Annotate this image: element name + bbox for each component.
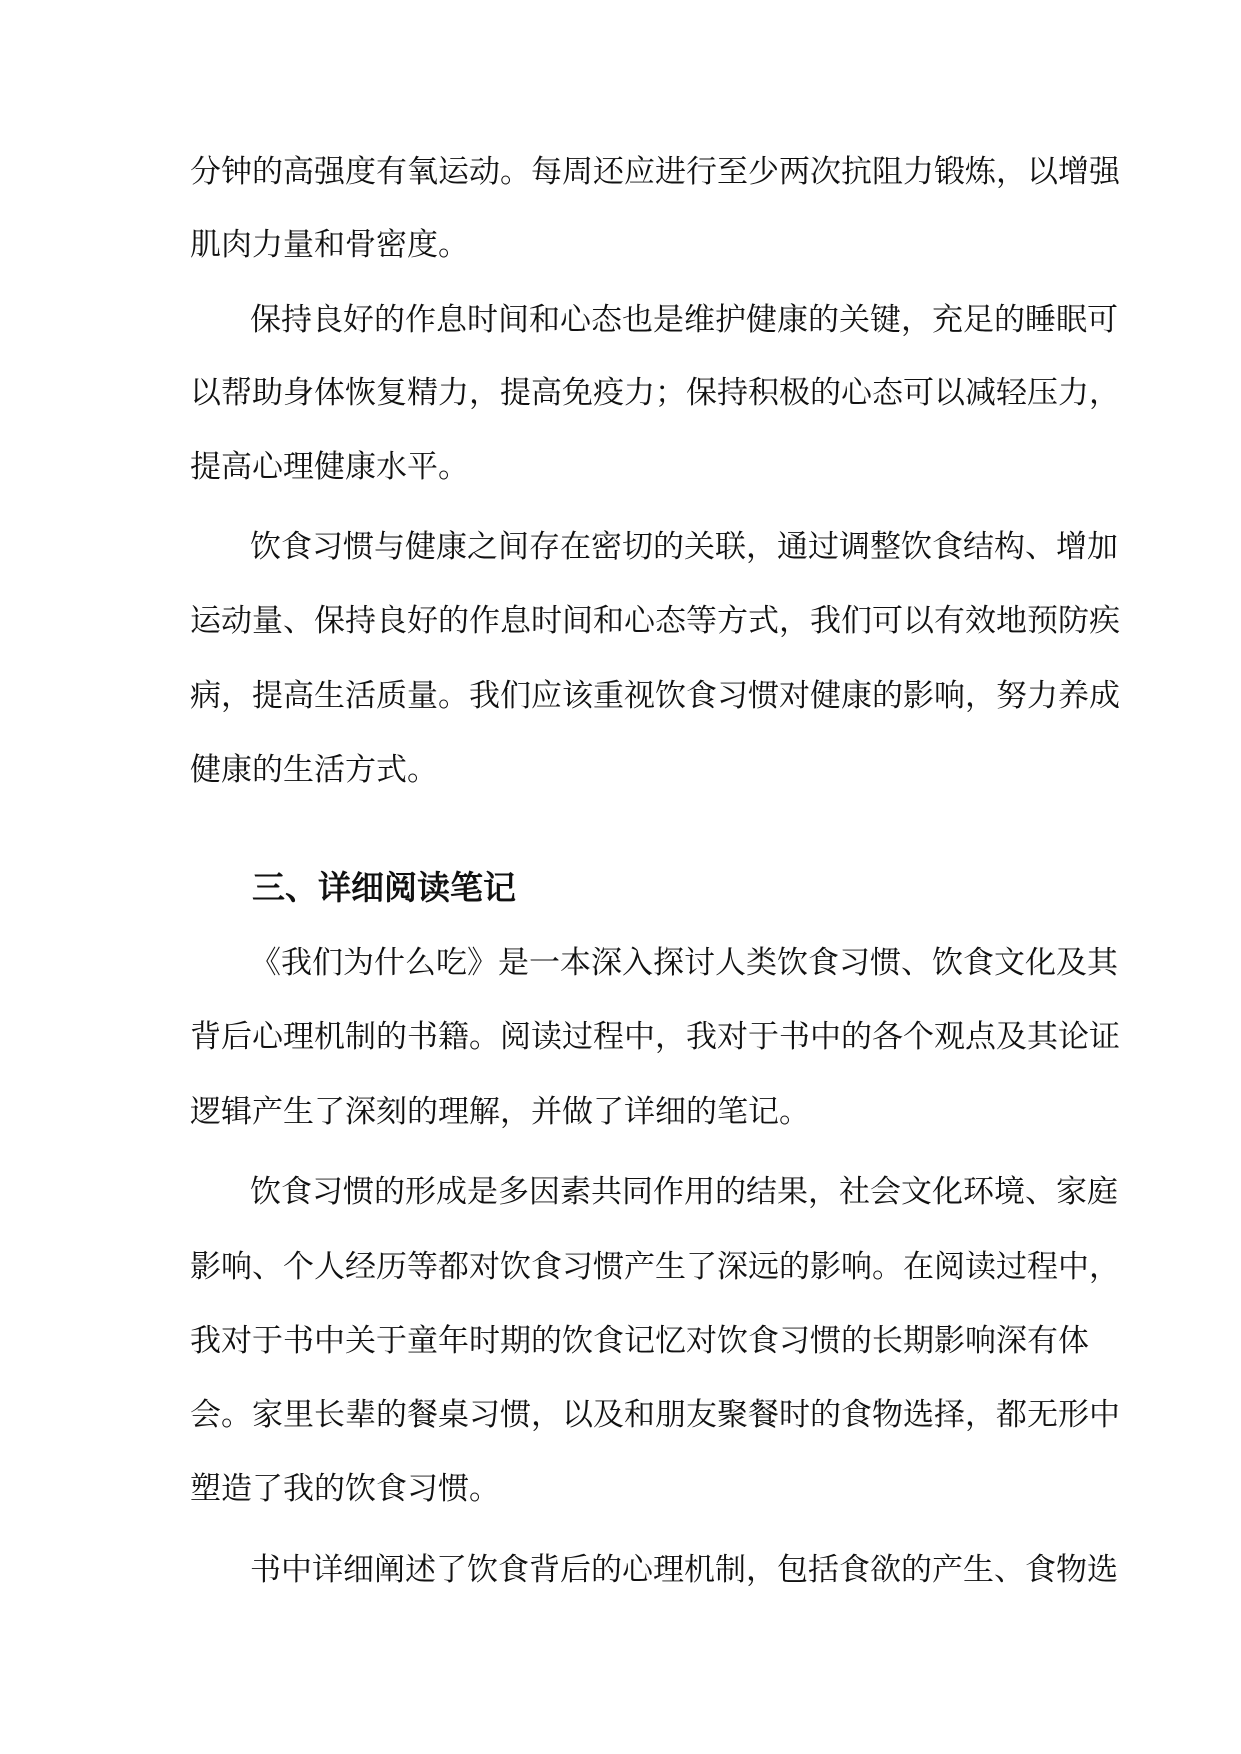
text-line: 健康的生活方式。 (190, 752, 438, 788)
text-line: 提高心理健康水平。 (190, 449, 469, 485)
text-line: 饮食习惯的形成是多因素共同作用的结果，社会文化环境、家庭 (250, 1174, 1118, 1210)
section-heading: 三、详细阅读笔记 (252, 868, 516, 907)
text-line: 运动量、保持良好的作息时间和心态等方式，我们可以有效地预防疾 (190, 603, 1120, 639)
text-line: 书中详细阐述了饮食背后的心理机制，包括食欲的产生、食物选 (250, 1552, 1118, 1588)
text-line: 我对于书中关于童年时期的饮食记忆对饮食习惯的长期影响深有体 (190, 1323, 1089, 1359)
text-line: 肌肉力量和骨密度。 (190, 227, 469, 263)
text-line: 分钟的高强度有氧运动。每周还应进行至少两次抗阻力锻炼，以增强 (190, 154, 1120, 190)
text-line: 以帮助身体恢复精力，提高免疫力；保持积极的心态可以减轻压力， (190, 375, 1120, 411)
text-line: 背后心理机制的书籍。阅读过程中，我对于书中的各个观点及其论证 (190, 1019, 1120, 1055)
text-line: 会。家里长辈的餐桌习惯，以及和朋友聚餐时的食物选择，都无形中 (190, 1397, 1120, 1433)
text-line: 逻辑产生了深刻的理解，并做了详细的笔记。 (190, 1094, 810, 1130)
text-line: 饮食习惯与健康之间存在密切的关联，通过调整饮食结构、增加 (250, 529, 1118, 565)
text-line: 保持良好的作息时间和心态也是维护健康的关键，充足的睡眠可 (250, 302, 1118, 338)
text-line: 塑造了我的饮食习惯。 (190, 1471, 500, 1507)
text-line: 影响、个人经历等都对饮食习惯产生了深远的影响。在阅读过程中， (190, 1249, 1120, 1285)
text-line: 病，提高生活质量。我们应该重视饮食习惯对健康的影响，努力养成 (190, 678, 1120, 714)
text-line: 《我们为什么吃》是一本深入探讨人类饮食习惯、饮食文化及其 (250, 945, 1118, 981)
